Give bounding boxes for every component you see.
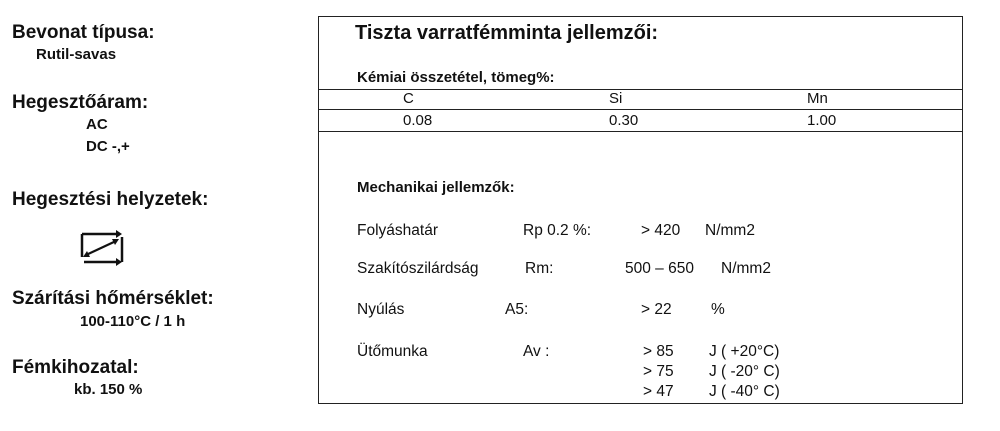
mech-row-name: Folyáshatár: [357, 222, 438, 239]
mech-row-symbol: Av :: [523, 343, 550, 360]
welding-positions-icon: [76, 229, 128, 269]
mech-row-value: > 85: [643, 343, 674, 360]
current-label: Hegesztőáram:: [12, 92, 149, 113]
drying-label: Szárítási hőmérséklet:: [12, 288, 214, 309]
mech-row-name: Szakítószilárdság: [357, 260, 479, 277]
panel-title: Tiszta varratfémminta jellemzői:: [355, 22, 659, 44]
chem-header-mn: Mn: [807, 90, 828, 107]
mech-row-value: 500 – 650: [625, 260, 694, 277]
weld-metal-properties-panel: [318, 16, 963, 404]
mech-row-unit: N/mm2: [721, 260, 771, 277]
mech-row-symbol: Rm:: [525, 260, 554, 277]
chem-title: Kémiai összetétel, tömeg%:: [357, 69, 555, 86]
yield-label: Fémkihozatal:: [12, 357, 139, 378]
impact-extra-unit: J ( -20° C): [709, 363, 780, 380]
mech-row-value: > 22: [641, 301, 672, 318]
impact-extra-value: > 75: [643, 363, 674, 380]
impact-extra-unit: J ( -40° C): [709, 383, 780, 400]
mech-row-symbol: A5:: [505, 301, 529, 318]
coating-label: Bevonat típusa:: [12, 22, 155, 43]
mech-row-value: > 420: [641, 222, 681, 239]
mech-row-unit: %: [711, 301, 725, 318]
yield-value: kb. 150 %: [74, 381, 143, 398]
positions-label: Hegesztési helyzetek:: [12, 189, 209, 210]
chem-table-bottom-line: [319, 131, 962, 132]
drying-value: 100-110°C / 1 h: [80, 313, 186, 330]
mech-row-unit: N/mm2: [705, 222, 755, 239]
mech-row-symbol: Rp 0.2 %:: [523, 222, 592, 239]
chem-header-si: Si: [609, 90, 623, 107]
chem-value-si: 0.30: [609, 112, 639, 129]
chem-value-c: 0.08: [403, 112, 433, 129]
mech-row-unit: J ( +20°C): [709, 343, 780, 360]
chem-value-mn: 1.00: [807, 112, 837, 129]
mech-row-name: Nyúlás: [357, 301, 405, 318]
chem-header-c: C: [403, 90, 414, 107]
chem-table-mid-line: [319, 109, 962, 110]
mech-title: Mechanikai jellemzők:: [357, 179, 515, 196]
mech-row-name: Ütőmunka: [357, 343, 428, 360]
chem-table-top-line: [319, 89, 962, 90]
current-value-dc: DC -,+: [86, 138, 130, 155]
coating-value: Rutil-savas: [36, 46, 117, 63]
current-value-ac: AC: [86, 116, 108, 133]
impact-extra-value: > 47: [643, 383, 674, 400]
